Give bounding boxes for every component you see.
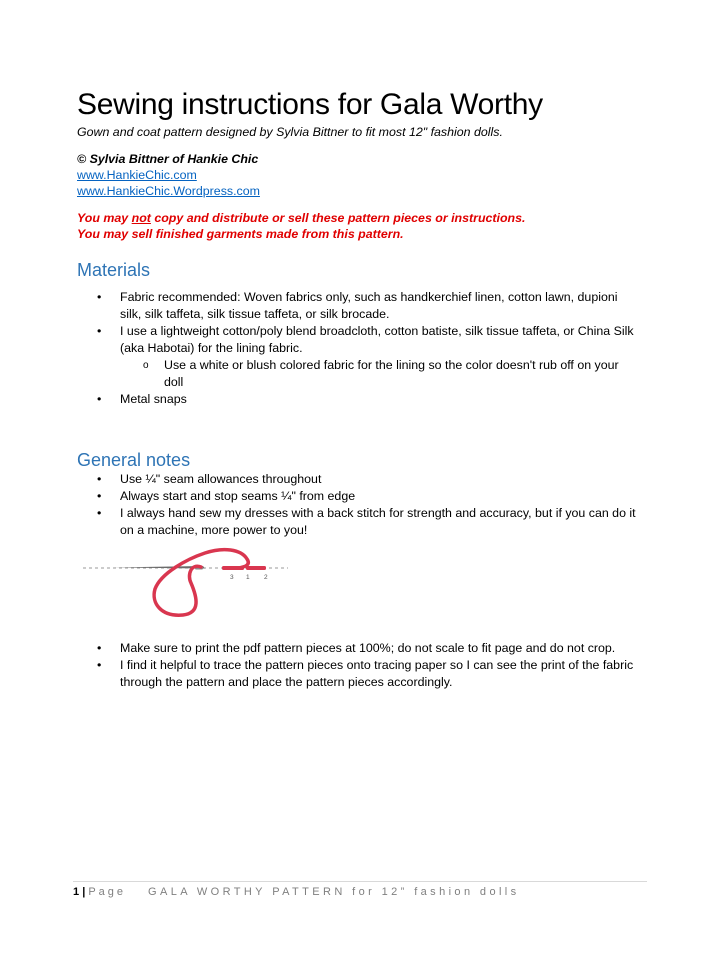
stitch-label: 1 xyxy=(246,574,250,581)
list-item-text: Use a white or blush colored fabric for the lining so the color doesn't rub off on your doll xyxy=(164,358,619,389)
list-item-text: Metal snaps xyxy=(120,392,187,406)
printing-notes-list xyxy=(77,640,647,691)
page-title: Sewing instructions for Gala Worthy xyxy=(77,88,543,121)
warning-emphasis: not xyxy=(131,211,151,225)
materials-heading: Materials xyxy=(77,260,151,280)
blog-link[interactable]: www.HankieChic.Wordpress.com xyxy=(77,184,260,198)
copy-warning xyxy=(77,210,525,226)
footer-separator: | xyxy=(82,886,86,898)
subtitle: Gown and coat pattern designed by Sylvia Bittner to fit most 12" fashion dolls. xyxy=(77,125,503,139)
page-number: 1 xyxy=(73,886,80,898)
materials-list xyxy=(77,289,637,408)
list-item xyxy=(77,289,637,323)
bullet-icon: • xyxy=(97,290,102,304)
bullet-icon: • xyxy=(97,392,102,406)
bullet-icon: • xyxy=(97,658,102,672)
thread-loop xyxy=(154,550,248,616)
back-stitch-illustration xyxy=(83,545,293,620)
sub-list-item xyxy=(77,357,637,391)
bullet-icon: • xyxy=(97,506,102,520)
stitch-segment xyxy=(246,566,266,570)
stitch-segment xyxy=(222,566,244,570)
list-item-text: Fabric recommended: Woven fabrics only, such as handkerchief linen, cotton lawn, dupioni silk, silk taffeta, silk tissue taffeta, or silk brocade. xyxy=(120,290,618,321)
copyright-line: © Sylvia Bittner of Hankie Chic xyxy=(77,152,259,166)
list-item-text: I always hand sew my dresses with a back stitch for strength and accuracy, but if you can do it on a machine, more power to you! xyxy=(120,506,636,537)
list-item-text: Use ¼" seam allowances throughout xyxy=(120,472,322,486)
bullet-icon: • xyxy=(97,324,102,338)
footer-title-sub: PATTERN for 12” fashion dolls xyxy=(272,886,520,898)
circle-bullet-icon: o xyxy=(143,360,149,371)
warning-text-post: copy and distribute or sell these pattern pieces or instructions. xyxy=(150,211,526,225)
warning-text-pre: You may xyxy=(77,211,132,225)
list-item-text: Make sure to print the pdf pattern pieces at 100%; do not scale to fit page and do not crop. xyxy=(120,641,616,655)
list-item xyxy=(77,391,637,408)
footer-doc-title xyxy=(148,886,520,898)
page-footer xyxy=(73,884,520,900)
list-item xyxy=(77,323,637,357)
list-item xyxy=(77,640,647,657)
stitch-label: 2 xyxy=(264,574,268,581)
bullet-icon: • xyxy=(97,641,102,655)
footer-title-main: GALA WORTHY xyxy=(148,886,266,898)
sell-permission: You may sell finished garments made from this pattern. xyxy=(77,227,404,241)
list-item-text: Always start and stop seams ¼" from edge xyxy=(120,489,356,503)
general-notes-heading: General notes xyxy=(77,450,191,470)
general-notes-list xyxy=(77,471,637,539)
website-link[interactable]: www.HankieChic.com xyxy=(77,168,197,182)
page-label: Page xyxy=(88,886,127,898)
list-item xyxy=(77,471,637,488)
list-item-text: I use a lightweight cotton/poly blend broadcloth, cotton batiste, silk tissue taffeta, or China Silk (aka Habotai) for the lining fabric. xyxy=(120,324,634,355)
footer-divider xyxy=(73,881,647,882)
list-item-text: I find it helpful to trace the pattern pieces onto tracing paper so I can see the print of the fabric through the pattern and place the pattern pieces accordingly. xyxy=(120,658,634,689)
list-item xyxy=(77,488,637,505)
stitch-label: 3 xyxy=(230,574,234,581)
bullet-icon: • xyxy=(97,489,102,503)
list-item xyxy=(77,505,637,539)
list-item xyxy=(77,657,647,691)
bullet-icon: • xyxy=(97,472,102,486)
